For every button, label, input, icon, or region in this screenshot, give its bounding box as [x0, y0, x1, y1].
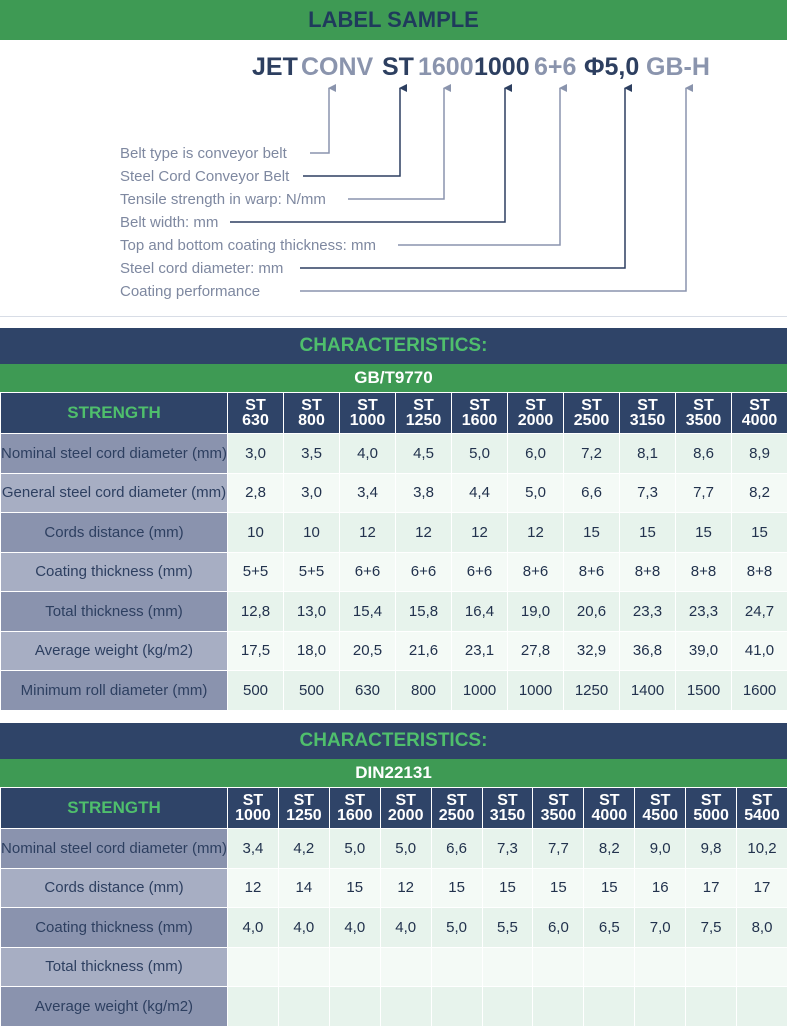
col-header-prefix: ST	[508, 398, 563, 413]
table-cell: 10	[284, 513, 340, 553]
table-cell: 7,3	[482, 829, 533, 869]
table-cell: 500	[284, 671, 340, 711]
code-part-performance: GB-H	[646, 52, 710, 82]
table-row	[1, 908, 787, 948]
table-cell: 15	[676, 513, 732, 553]
table-cell: 5,0	[380, 829, 431, 869]
col-header-value: 2000	[508, 413, 563, 428]
table-cell: 9,0	[635, 829, 686, 869]
table-row	[1, 513, 787, 553]
table-cell: 8,6	[676, 434, 732, 474]
row-label: Average weight (kg/m2)	[1, 631, 228, 671]
table-cell: 12	[396, 513, 452, 553]
table-cell	[380, 947, 431, 987]
col-header-prefix: ST	[396, 398, 451, 413]
table-cell: 9,8	[686, 829, 737, 869]
table-cell: 1500	[676, 671, 732, 711]
table-cell: 10,2	[737, 829, 787, 869]
row-label: Average weight (kg/m2)	[1, 987, 228, 1027]
table-cell: 21,6	[396, 631, 452, 671]
legend-cord-diameter: Steel cord diameter: mm	[120, 260, 283, 278]
col-header-prefix: ST	[284, 398, 339, 413]
table-cell: 12	[340, 513, 396, 553]
table-cell: 8,1	[620, 434, 676, 474]
table-cell: 5,0	[329, 829, 380, 869]
table-cell: 1000	[452, 671, 508, 711]
table-cell: 3,0	[284, 473, 340, 513]
table-cell: 15	[564, 513, 620, 553]
col-header-value: 3500	[676, 413, 731, 428]
col-header-value: 4000	[732, 413, 787, 428]
din-col-header	[228, 788, 279, 829]
gb-standard-label: GB/T9770	[0, 364, 787, 392]
col-header-value: 1250	[396, 413, 451, 428]
table-row	[1, 473, 787, 513]
din-col-header	[686, 788, 737, 829]
din-section-title: CHARACTERISTICS:	[0, 723, 787, 759]
gb-strength-header: STRENGTH	[1, 393, 228, 434]
din-strength-header: STRENGTH	[1, 788, 228, 829]
table-cell: 5+5	[228, 552, 284, 592]
table-cell: 4,0	[380, 908, 431, 948]
table-cell: 6,5	[584, 908, 635, 948]
col-header-value: 3150	[483, 808, 533, 823]
table-cell: 5+5	[284, 552, 340, 592]
table-cell: 3,4	[228, 829, 279, 869]
gb-col-header	[284, 393, 340, 434]
table-row	[1, 631, 787, 671]
table-cell: 7,7	[533, 829, 584, 869]
table-cell: 10	[228, 513, 284, 553]
table-cell: 15	[732, 513, 787, 553]
table-cell: 5,0	[508, 473, 564, 513]
din-col-header	[533, 788, 584, 829]
din-col-header	[482, 788, 533, 829]
table-cell: 8,2	[732, 473, 787, 513]
table-cell: 32,9	[564, 631, 620, 671]
label-leader-lines	[0, 0, 787, 310]
row-label: Nominal steel cord diameter (mm)	[1, 829, 228, 869]
col-header-prefix: ST	[564, 398, 619, 413]
table-cell	[482, 947, 533, 987]
table-cell: 6,6	[431, 829, 482, 869]
table-cell: 24,7	[732, 592, 787, 632]
table-cell: 27,8	[508, 631, 564, 671]
legend-steel-cord: Steel Cord Conveyor Belt	[120, 168, 289, 186]
table-cell: 4,5	[396, 434, 452, 474]
table-cell: 3,4	[340, 473, 396, 513]
gb-col-header	[564, 393, 620, 434]
table-cell: 15,4	[340, 592, 396, 632]
legend-belt-width: Belt width: mm	[120, 214, 218, 232]
table-cell: 6+6	[452, 552, 508, 592]
gb-col-header	[340, 393, 396, 434]
table-cell	[380, 987, 431, 1027]
gb-col-header	[676, 393, 732, 434]
col-header-prefix: ST	[635, 793, 685, 808]
table-cell: 15	[533, 868, 584, 908]
legend-tensile-strength: Tensile strength in warp: N/mm	[120, 191, 326, 209]
table-cell: 19,0	[508, 592, 564, 632]
table-cell	[482, 987, 533, 1027]
row-label: Total thickness (mm)	[1, 592, 228, 632]
din-col-header	[278, 788, 329, 829]
col-header-prefix: ST	[340, 398, 395, 413]
col-header-value: 2500	[432, 808, 482, 823]
table-cell	[228, 947, 279, 987]
table-cell: 39,0	[676, 631, 732, 671]
table-cell: 7,5	[686, 908, 737, 948]
col-header-prefix: ST	[228, 793, 278, 808]
table-cell	[533, 947, 584, 987]
table-cell	[278, 987, 329, 1027]
table-cell	[635, 947, 686, 987]
col-header-prefix: ST	[432, 793, 482, 808]
table-cell: 5,5	[482, 908, 533, 948]
code-part-steel-cord: ST	[382, 52, 414, 82]
col-header-value: 3150	[620, 413, 675, 428]
table-cell	[737, 987, 787, 1027]
col-header-value: 4500	[635, 808, 685, 823]
table-cell: 12	[228, 868, 279, 908]
gb-section-title: CHARACTERISTICS:	[0, 328, 787, 364]
table-cell: 15,8	[396, 592, 452, 632]
table-row	[1, 868, 787, 908]
table-cell: 23,1	[452, 631, 508, 671]
table-cell: 3,0	[228, 434, 284, 474]
row-label: Minimum roll diameter (mm)	[1, 671, 228, 711]
table-cell: 8+6	[508, 552, 564, 592]
table-cell: 500	[228, 671, 284, 711]
table-cell: 8,2	[584, 829, 635, 869]
row-label: Nominal steel cord diameter (mm)	[1, 434, 228, 474]
col-header-value: 1250	[279, 808, 329, 823]
table-cell: 17	[686, 868, 737, 908]
table-cell: 800	[396, 671, 452, 711]
col-header-prefix: ST	[732, 398, 787, 413]
table-cell	[635, 987, 686, 1027]
table-cell: 41,0	[732, 631, 787, 671]
table-cell	[533, 987, 584, 1027]
gb-col-header	[620, 393, 676, 434]
col-header-prefix: ST	[452, 398, 507, 413]
code-part-coating: 6+6	[534, 52, 576, 82]
col-header-value: 3500	[533, 808, 583, 823]
table-cell: 15	[584, 868, 635, 908]
table-cell	[431, 987, 482, 1027]
code-part-brand: JET	[252, 52, 298, 82]
col-header-value: 4000	[584, 808, 634, 823]
table-cell: 7,2	[564, 434, 620, 474]
row-label: Cords distance (mm)	[1, 513, 228, 553]
table-cell: 4,0	[340, 434, 396, 474]
col-header-prefix: ST	[620, 398, 675, 413]
gb-col-header	[396, 393, 452, 434]
table-row	[1, 592, 787, 632]
table-cell: 15	[329, 868, 380, 908]
code-part-width: 1000	[474, 52, 530, 82]
table-cell: 20,5	[340, 631, 396, 671]
table-cell	[278, 947, 329, 987]
table-cell: 16	[635, 868, 686, 908]
table-cell: 8+8	[732, 552, 787, 592]
table-cell: 1400	[620, 671, 676, 711]
table-row	[1, 829, 787, 869]
row-label: General steel cord diameter (mm)	[1, 473, 228, 513]
table-cell: 12	[508, 513, 564, 553]
table-cell: 18,0	[284, 631, 340, 671]
table-cell: 8+8	[620, 552, 676, 592]
table-cell: 4,0	[228, 908, 279, 948]
table-cell: 16,4	[452, 592, 508, 632]
table-cell: 12	[380, 868, 431, 908]
table-cell: 6+6	[396, 552, 452, 592]
table-row	[1, 947, 787, 987]
col-header-value: 1000	[340, 413, 395, 428]
col-header-prefix: ST	[381, 793, 431, 808]
row-label: Coating thickness (mm)	[1, 908, 228, 948]
gb-characteristics-table	[0, 392, 787, 711]
table-cell: 8+8	[676, 552, 732, 592]
din-characteristics-table	[0, 787, 787, 1027]
gb-col-header	[732, 393, 787, 434]
din-col-header	[380, 788, 431, 829]
table-cell	[228, 987, 279, 1027]
table-cell: 15	[620, 513, 676, 553]
table-row	[1, 434, 787, 474]
table-cell: 2,8	[228, 473, 284, 513]
table-cell	[584, 987, 635, 1027]
table-cell: 4,4	[452, 473, 508, 513]
col-header-value: 800	[284, 413, 339, 428]
table-cell: 12	[452, 513, 508, 553]
table-cell: 6,6	[564, 473, 620, 513]
col-header-value: 2000	[381, 808, 431, 823]
table-cell: 8,0	[737, 908, 787, 948]
table-cell: 3,5	[284, 434, 340, 474]
table-cell: 12,8	[228, 592, 284, 632]
legend-coating-thickness: Top and bottom coating thickness: mm	[120, 237, 376, 255]
table-cell	[431, 947, 482, 987]
col-header-prefix: ST	[676, 398, 731, 413]
table-cell: 17	[737, 868, 787, 908]
din-col-header	[431, 788, 482, 829]
legend-belt-type: Belt type is conveyor belt	[120, 145, 287, 163]
table-cell: 7,0	[635, 908, 686, 948]
table-cell: 5,0	[452, 434, 508, 474]
table-row	[1, 671, 787, 711]
table-cell: 8,9	[732, 434, 787, 474]
col-header-value: 1000	[228, 808, 278, 823]
legend-coating-performance: Coating performance	[120, 283, 260, 301]
table-cell	[686, 987, 737, 1027]
table-cell: 5,0	[431, 908, 482, 948]
code-part-cord-diameter: Φ5,0	[584, 52, 639, 82]
col-header-prefix: ST	[533, 793, 583, 808]
table-cell	[686, 947, 737, 987]
table-cell: 630	[340, 671, 396, 711]
col-header-value: 2500	[564, 413, 619, 428]
table-cell: 6+6	[340, 552, 396, 592]
col-header-prefix: ST	[279, 793, 329, 808]
col-header-prefix: ST	[737, 793, 787, 808]
table-cell: 6,0	[533, 908, 584, 948]
label-sample-title: LABEL SAMPLE	[0, 0, 787, 40]
table-cell: 3,8	[396, 473, 452, 513]
table-cell: 4,2	[278, 829, 329, 869]
table-cell	[329, 947, 380, 987]
col-header-value: 5000	[686, 808, 736, 823]
table-cell: 15	[482, 868, 533, 908]
table-cell	[329, 987, 380, 1027]
table-cell: 23,3	[676, 592, 732, 632]
col-header-prefix: ST	[686, 793, 736, 808]
table-cell	[584, 947, 635, 987]
table-cell: 20,6	[564, 592, 620, 632]
section-divider	[0, 316, 787, 317]
din-col-header	[635, 788, 686, 829]
col-header-value: 1600	[330, 808, 380, 823]
code-part-tensile: 1600	[418, 52, 474, 82]
col-header-prefix: ST	[483, 793, 533, 808]
table-cell: 17,5	[228, 631, 284, 671]
table-cell: 13,0	[284, 592, 340, 632]
din-col-header	[329, 788, 380, 829]
col-header-value: 1600	[452, 413, 507, 428]
table-cell: 4,0	[278, 908, 329, 948]
col-header-prefix: ST	[330, 793, 380, 808]
gb-col-header	[452, 393, 508, 434]
din-col-header	[737, 788, 787, 829]
gb-col-header	[508, 393, 564, 434]
table-cell: 15	[431, 868, 482, 908]
table-cell: 23,3	[620, 592, 676, 632]
din-standard-label: DIN22131	[0, 759, 787, 787]
table-cell: 8+6	[564, 552, 620, 592]
gb-col-header	[228, 393, 284, 434]
table-cell: 7,3	[620, 473, 676, 513]
table-cell: 14	[278, 868, 329, 908]
table-cell: 4,0	[329, 908, 380, 948]
col-header-value: 5400	[737, 808, 787, 823]
row-label: Total thickness (mm)	[1, 947, 228, 987]
table-cell: 1250	[564, 671, 620, 711]
code-part-belt-type: CONV	[301, 52, 373, 82]
table-row	[1, 987, 787, 1027]
col-header-value: 630	[228, 413, 283, 428]
table-row	[1, 552, 787, 592]
din-col-header	[584, 788, 635, 829]
table-cell: 6,0	[508, 434, 564, 474]
col-header-prefix: ST	[228, 398, 283, 413]
table-cell	[737, 947, 787, 987]
table-cell: 1600	[732, 671, 787, 711]
table-cell: 1000	[508, 671, 564, 711]
col-header-prefix: ST	[584, 793, 634, 808]
row-label: Cords distance (mm)	[1, 868, 228, 908]
row-label: Coating thickness (mm)	[1, 552, 228, 592]
table-cell: 7,7	[676, 473, 732, 513]
table-cell: 36,8	[620, 631, 676, 671]
